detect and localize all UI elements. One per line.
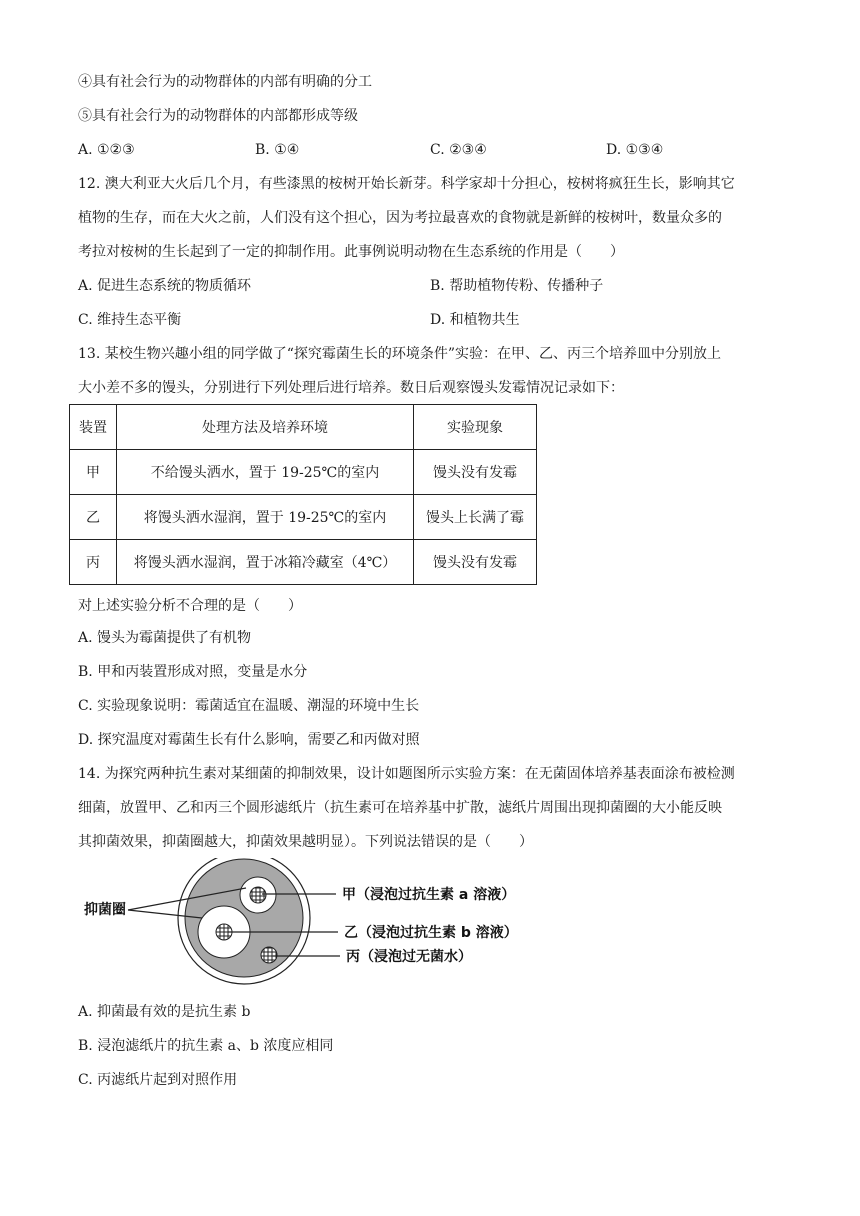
table-row	[70, 540, 537, 585]
zone-label: 抑菌圈	[84, 902, 126, 918]
q11-option-c: C. ②③④	[430, 142, 487, 158]
label-paper-c: 丙（浸泡过无菌水）	[346, 949, 472, 965]
q12-option-d: D. 和植物共生	[430, 312, 520, 328]
label-paper-b: 乙（浸泡过抗生素 b 溶液）	[344, 925, 518, 941]
table-cell: 甲	[70, 450, 117, 495]
q12-text-3: 考拉对桉树的生长起到了一定的抑制作用。此事例说明动物在生态系统的作用是（ ）	[78, 244, 624, 260]
q11-option-a: A. ①②③	[78, 142, 135, 158]
table-cell: 丙	[70, 540, 117, 585]
table-header-cell: 处理方法及培养环境	[117, 405, 414, 450]
q14-text-1: 14. 为探究两种抗生素对某细菌的抑制效果，设计如题图所示实验方案：在无菌固体培养基表面涂布被检测	[78, 766, 735, 782]
table-header-cell: 实验现象	[414, 405, 537, 450]
table-row	[70, 495, 537, 540]
statement-4: ④具有社会行为的动物群体的内部有明确的分工	[78, 74, 372, 90]
q13-option-c: C. 实验现象说明：霉菌适宜在温暖、潮湿的环境中生长	[78, 698, 420, 714]
petri-dish-figure	[78, 858, 578, 988]
q12-text-2: 植物的生存，而在大火之前，人们没有这个担心，因为考拉最喜欢的食物就是新鲜的桉树叶，数量众多的	[78, 210, 722, 226]
q13-option-d: D. 探究温度对霉菌生长有什么影响，需要乙和丙做对照	[78, 732, 420, 748]
q14-option-a: A. 抑菌最有效的是抗生素 b	[78, 1004, 251, 1020]
table-cell: 不给馒头洒水，置于 19-25℃的室内	[117, 450, 414, 495]
table-cell: 将馒头洒水湿润，置于冰箱冷藏室（4℃）	[117, 540, 414, 585]
table-cell: 馒头没有发霉	[414, 450, 537, 495]
label-paper-a: 甲（浸泡过抗生素 a 溶液）	[342, 887, 516, 903]
q12-option-b: B. 帮助植物传粉、传播种子	[430, 278, 604, 294]
q12-option-a: A. 促进生态系统的物质循环	[78, 278, 252, 294]
q14-option-b: B. 浸泡滤纸片的抗生素 a、b 浓度应相同	[78, 1038, 334, 1054]
table-cell: 将馒头洒水湿润，置于 19-25℃的室内	[117, 495, 414, 540]
statement-5: ⑤具有社会行为的动物群体的内部都形成等级	[78, 108, 358, 124]
q14-text-2: 细菌，放置甲、乙和丙三个圆形滤纸片（抗生素可在培养基中扩散，滤纸片周围出现抑菌圈的大小能反映	[78, 800, 722, 816]
table-cell: 馒头上长满了霉	[414, 495, 537, 540]
table-header-row	[70, 405, 537, 450]
filter-paper-a	[250, 887, 266, 903]
experiment-table	[69, 404, 537, 585]
q12-text-1: 12. 澳大利亚大火后几个月，有些漆黑的桉树开始长新芽。科学家却十分担心，桉树将疯狂生长，影响其它	[78, 176, 735, 192]
table-cell: 乙	[70, 495, 117, 540]
q11-option-d: D. ①③④	[606, 142, 664, 158]
q13-text-1: 13. 某校生物兴趣小组的同学做了“探究霉菌生长的环境条件”实验：在甲、乙、丙三个培养皿中分别放上	[78, 346, 722, 362]
q13-question: 对上述实验分析不合理的是（ ）	[78, 598, 302, 614]
table-row	[70, 450, 537, 495]
table-cell: 馒头没有发霉	[414, 540, 537, 585]
q13-text-2: 大小差不多的馒头，分别进行下列处理后进行培养。数日后观察馒头发霉情况记录如下：	[78, 380, 624, 396]
q11-option-b: B. ①④	[255, 142, 300, 158]
filter-paper-c	[261, 947, 277, 963]
q13-option-b: B. 甲和丙装置形成对照，变量是水分	[78, 664, 308, 680]
table-header-cell: 装置	[70, 405, 117, 450]
q12-option-c: C. 维持生态平衡	[78, 312, 182, 328]
q14-option-c: C. 丙滤纸片起到对照作用	[78, 1072, 238, 1088]
q14-text-3: 其抑菌效果，抑菌圈越大，抑菌效果越明显）。下列说法错误的是（ ）	[78, 834, 533, 850]
q13-option-a: A. 馒头为霉菌提供了有机物	[78, 630, 252, 646]
